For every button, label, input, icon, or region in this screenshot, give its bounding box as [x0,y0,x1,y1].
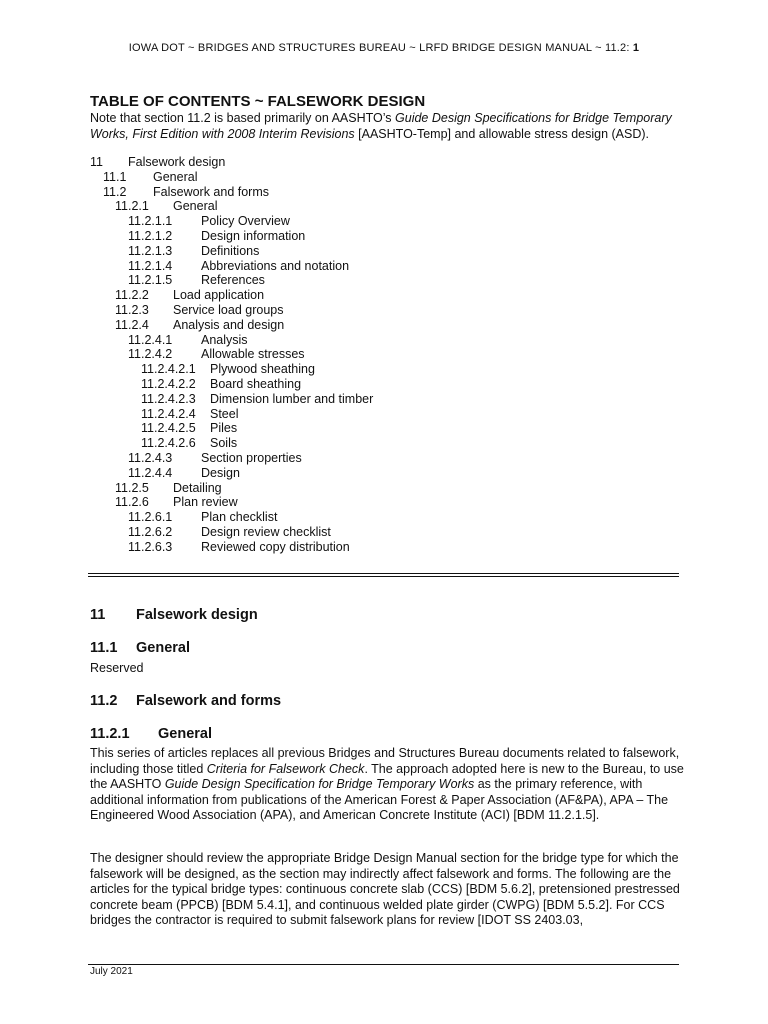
toc-item-number: 11.2.5 [115,480,149,495]
section-number: 11.2 [90,693,118,709]
section-11-1-body: Reserved [90,661,144,675]
toc-item[interactable] [90,451,690,466]
toc-item[interactable] [90,259,690,274]
toc-item-label: Analysis [201,332,248,347]
toc-item-label: Steel [210,406,239,421]
toc-note [90,110,690,142]
toc-item[interactable] [90,185,690,200]
section-title: Falsework design [136,607,258,623]
toc-item[interactable] [90,288,690,303]
double-rule-bottom [88,576,679,577]
toc-note-text-end: [AASHTO-Temp] and allowable stress design (ASD). [354,127,650,141]
toc-item-label: Plywood sheathing [210,362,315,377]
section-title: Falsework and forms [136,693,282,709]
toc-item-label: Abbreviations and notation [201,258,350,273]
toc-item[interactable] [90,244,690,259]
toc-item-number: 11.2.4.2.6 [141,436,196,451]
toc-item-number: 11.2.4.2 [128,347,173,362]
toc-item[interactable] [90,421,690,436]
toc-item[interactable] [90,333,690,348]
footer-date: July 2021 [90,966,133,977]
toc-item-number: 11.2.1.5 [128,273,173,288]
paragraph-italic-title: Criteria for Falsework Check [206,761,365,776]
header-page-number: 1 [632,42,640,54]
toc-item[interactable] [90,466,690,481]
toc-item[interactable] [90,540,690,555]
toc-item-label: Allowable stresses [201,347,305,362]
toc-item[interactable] [90,436,690,451]
toc-item[interactable] [90,525,690,540]
toc-item[interactable] [90,318,690,333]
toc-item-label: Detailing [173,480,222,495]
toc-item-label: Design information [201,228,306,243]
paragraph-text: as the primary reference, with additional information from publications of the American Forest & Paper Association (AF&PA), APA – The Engineered Wood Association (APA), and American Concrete Institute (ACI) [BDM 11.2.1.5]. [90,777,669,823]
double-rule-top [88,573,679,574]
toc-item-number: 11.2.4.2.4 [141,406,196,421]
toc-item-number: 11.2.1.2 [128,228,173,243]
section-11-1-heading [90,640,190,656]
section-number: 11.2.1 [90,726,130,742]
toc-list [90,155,690,555]
toc-item-number: 11.2.1.4 [128,258,173,273]
toc-item-number: 11.2.1.3 [128,243,173,258]
toc-item[interactable] [90,303,690,318]
toc-item-number: 11.2.4.3 [128,450,173,465]
toc-item-label: Plan checklist [201,510,278,525]
paragraph-italic-title: Guide Design Specification for Bridge Temporary Works [164,777,475,792]
toc-item-number: 11.2.6 [115,495,149,510]
section-11-2-1-paragraph-1 [90,746,686,824]
section-title: General [158,726,212,742]
section-11-2-1-paragraph-2: The designer should review the appropriate Bridge Design Manual section for the bridge type for which the falsework will be designed, as the section may indirectly affect falsework and forms. The following are the articles for the typical bridge types: continuous concrete slab (CCS) [BDM 5.6.2], pretensioned prestressed concrete beam (PPCB) [BDM 5.4.1], and continuous welded plate girder (CWPG) [BDM 5.5.2]. For CCS bridges the contractor is required to submit falsework plans for review [IDOT SS 2403.03, [90,851,680,928]
toc-item-number: 11.2.2 [115,288,149,303]
toc-item-number: 11.2 [103,184,127,199]
toc-item[interactable] [90,481,690,496]
section-title: General [136,640,190,656]
toc-item-label: Load application [173,288,265,303]
toc-item-label: Definitions [201,243,260,258]
toc-item[interactable] [90,170,690,185]
toc-item-label: Plan review [173,495,238,510]
toc-item[interactable] [90,392,690,407]
toc-item-label: Piles [210,421,238,436]
toc-item-number: 11.2.4.1 [128,332,173,347]
toc-item-number: 11.2.6.2 [128,524,173,539]
footer-rule [88,964,679,965]
section-number: 11 [90,607,106,623]
toc-item[interactable] [90,273,690,288]
toc-item[interactable] [90,377,690,392]
toc-item-number: 11.2.4.4 [128,465,173,480]
toc-item-number: 11.2.4.2.2 [141,376,196,391]
toc-note-reference-title: Guide Design Specifications for Bridge Temporary Works, First Edition with 2008 Interim Revisions [90,111,672,141]
toc-item-number: 11.2.4.2.5 [141,421,196,436]
toc-note-text: Note that section 11.2 is based primarily on AASHTO’s [90,111,396,125]
toc-item[interactable] [90,155,690,170]
header-text: IOWA DOT ~ BRIDGES AND STRUCTURES BUREAU ~ LRFD BRIDGE DESIGN MANUAL ~ 11.2: [128,42,630,54]
toc-title: TABLE OF CONTENTS ~ FALSEWORK DESIGN [90,93,426,110]
toc-item-label: Falsework design [128,155,226,169]
toc-item[interactable] [90,214,690,229]
toc-item-number: 11.2.4.2.1 [141,362,196,377]
section-number: 11.1 [90,640,118,656]
paragraph-text: . The approach adopted here is new to the Bureau, to use the AASHTO [90,761,684,792]
toc-item[interactable] [90,199,690,214]
toc-item-number: 11.2.3 [115,302,149,317]
toc-item-label: References [201,273,265,288]
toc-item-number: 11.2.1.1 [128,214,173,229]
toc-item[interactable] [90,347,690,362]
toc-item-number: 11.2.6.1 [128,510,173,525]
toc-item-number: 11.2.4 [115,317,149,332]
toc-item[interactable] [90,229,690,244]
toc-item[interactable] [90,510,690,525]
section-11-2-1-heading [90,726,212,742]
toc-item-number: 11 [90,155,103,169]
toc-item-label: Falsework and forms [153,184,270,199]
section-11-2-heading [90,693,281,709]
toc-item-number: 11.1 [103,169,127,184]
toc-item-label: Section properties [201,450,302,465]
toc-item-label: Design review checklist [201,524,331,539]
toc-item-label: General [173,199,218,214]
toc-item[interactable] [90,495,690,510]
toc-item-label: Design [201,465,240,480]
paragraph-text: This series of articles replaces all previous Bridges and Structures Bureau documents related to falsework, including those titled [90,746,680,776]
toc-item-label: Policy Overview [201,214,290,229]
toc-item-label: Soils [210,436,238,451]
section-11-heading [90,607,258,623]
toc-item-number: 11.2.4.2.3 [141,391,196,406]
toc-item-label: Board sheathing [210,376,302,391]
toc-item-label: Reviewed copy distribution [201,539,350,554]
toc-item-label: Dimension lumber and timber [210,391,374,406]
toc-item-number: 11.2.6.3 [128,539,173,554]
toc-item-number: 11.2.1 [115,199,149,214]
toc-item-label: Analysis and design [173,317,285,332]
toc-item-label: Service load groups [173,302,284,317]
toc-item-label: General [153,169,198,184]
page-header [0,42,768,54]
toc-item[interactable] [90,362,690,377]
toc-item[interactable] [90,407,690,422]
